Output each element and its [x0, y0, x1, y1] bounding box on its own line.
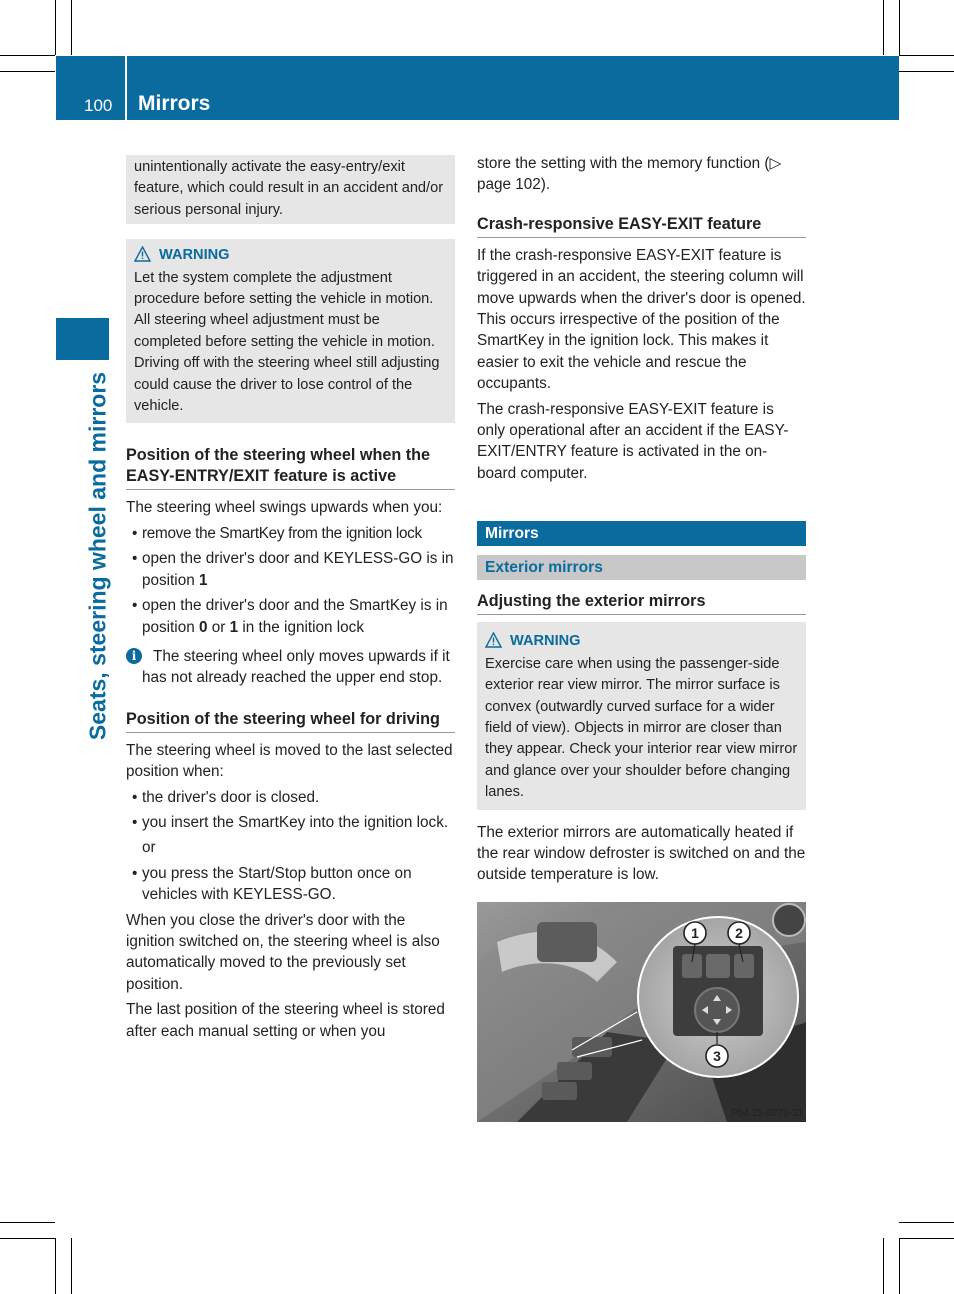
- page-header: [56, 56, 899, 120]
- warning-heading: [134, 245, 447, 266]
- crop-mark: [899, 55, 954, 56]
- bullet-item: • you press the Start/Stop button once on vehicles with KEYLESS-GO.: [132, 864, 412, 904]
- position-value: 1: [198, 571, 208, 589]
- callout-2: [728, 922, 750, 944]
- warning-label: WARNING: [159, 247, 230, 264]
- callout-3: [706, 1045, 728, 1067]
- warning-text: Exercise care when using the passenger-side exterior rear view mirror. The mirror surface is convex (outwardly curved surface for a wider field of view). Objects in mirror are closer than they appear. Check your interior rear view mirror and glance over your shoulder before changing lanes.: [485, 655, 798, 801]
- chapter-tab: [56, 318, 109, 360]
- paragraph: The steering wheel is moved to the last selected position when:: [126, 741, 453, 781]
- crop-mark: [899, 1222, 954, 1223]
- mirror-fold-button: [706, 954, 730, 978]
- callout-1-label: 1: [691, 925, 699, 941]
- crop-mark: [0, 1238, 55, 1239]
- section-bar: Mirrors: [477, 521, 806, 546]
- crop-mark: [883, 0, 884, 55]
- crop-mark: [899, 1238, 954, 1239]
- crop-mark: [71, 1238, 72, 1294]
- warning-box: [477, 622, 806, 809]
- paragraph: store the setting with the memory function (▷ page 102).: [477, 155, 782, 194]
- door-panel-illustration: [477, 902, 806, 1122]
- bullet-item: • the driver's door is closed.: [132, 788, 320, 806]
- crop-mark: [71, 0, 72, 55]
- callout-2-label: 2: [735, 925, 743, 941]
- page-title: Mirrors: [138, 92, 211, 115]
- crop-mark: [899, 71, 954, 72]
- bullet-item: • remove the SmartKey from the ignition lock: [132, 524, 422, 542]
- or-text: or: [142, 839, 156, 857]
- paragraph: When you close the driver's door with the ignition switched on, the steering wheel is also automatically moved to the previously set position.: [126, 911, 440, 993]
- info-note: [126, 646, 455, 689]
- seat-controls: [537, 922, 597, 962]
- bullet-item: • open the driver's door and the SmartKey is in position 0 or 1 in the ignition lock: [132, 597, 448, 636]
- header-divider: [125, 56, 127, 120]
- right-column: [477, 153, 806, 890]
- bullet-text: the driver's door is closed.: [142, 788, 320, 806]
- left-mirror-button: [682, 954, 702, 978]
- switch-block: [557, 1062, 592, 1080]
- continued-warning-box: [126, 155, 455, 224]
- crop-mark: [55, 1238, 56, 1294]
- chapter-label: Seats, steering wheel and mirrors: [84, 371, 111, 741]
- crop-mark: [0, 55, 55, 56]
- crop-mark: [55, 0, 56, 55]
- subsection-bar: Exterior mirrors: [477, 555, 806, 580]
- section-heading: Position of the steering wheel for driving: [126, 709, 455, 733]
- mirror-adjust-pad: [695, 988, 739, 1032]
- paragraph: The last position of the steering wheel is stored after each manual setting or when you: [126, 1001, 445, 1040]
- warning-text: Let the system complete the adjustment procedure before setting the vehicle in motion. All steering wheel adjustment must be completed before setting the vehicle in motion. Driving off with the steering wheel still adjusting could cause the driver to lose control of the vehicle.: [134, 269, 440, 415]
- crop-mark: [0, 71, 55, 72]
- section-heading: Crash-responsive EASY-EXIT feature: [477, 214, 806, 238]
- mirror-controls-photo: [477, 902, 806, 1122]
- warning-heading: [485, 631, 798, 652]
- callout-1: [684, 922, 706, 944]
- left-column: [126, 155, 455, 1046]
- paragraph: The exterior mirrors are automatically heated if the rear window defroster is switched on and the outside temperature is low.: [477, 823, 806, 884]
- section-heading: Adjusting the exterior mirrors: [477, 591, 806, 615]
- instrument-gauge: [773, 904, 805, 936]
- section-heading: Position of the steering wheel when the EASY-ENTRY/EXIT feature is active: [126, 445, 455, 490]
- warning-box: [126, 239, 455, 423]
- crop-mark: [0, 1222, 55, 1223]
- info-text: The steering wheel only moves upwards if it has not already reached the upper end stop.: [142, 647, 450, 687]
- switch-block: [542, 1082, 577, 1100]
- bullet-text: open the driver's door and KEYLESS-GO is in position: [142, 550, 454, 589]
- position-value: 0: [198, 618, 208, 636]
- warning-triangle-icon: [134, 246, 151, 262]
- bullet-text: open the driver's door and the SmartKey is in position: [142, 597, 448, 636]
- paragraph: The crash-responsive EASY-EXIT feature is only operational after an accident if the EASY-EXIT/ENTRY feature is activated in the on-board computer.: [477, 400, 789, 482]
- warning-triangle-icon: [485, 632, 502, 648]
- bullet-item: • you insert the SmartKey into the ignition lock.: [132, 813, 449, 831]
- bullet-text: in the ignition lock: [238, 618, 364, 636]
- paragraph: The steering wheel swings upwards when you:: [126, 499, 443, 517]
- bullet-text: or: [207, 618, 230, 636]
- info-icon: i: [126, 648, 142, 664]
- continued-warning-text: unintentionally activate the easy-entry/exit feature, which could result in an accident and/or serious personal injury.: [134, 159, 444, 218]
- right-mirror-button: [734, 954, 754, 978]
- bullet-text: remove the SmartKey from the ignition lock: [142, 524, 422, 542]
- position-value: 1: [229, 618, 239, 636]
- warning-label: WARNING: [510, 633, 581, 650]
- bullet-text: you press the Start/Stop button once on vehicles with KEYLESS-GO.: [142, 864, 412, 904]
- bullet-item: • open the driver's door and KEYLESS-GO is in position 1: [132, 550, 454, 589]
- paragraph: If the crash-responsive EASY-EXIT feature is triggered in an accident, the steering column will move upwards when the driver's door is opened. This occurs irrespective of the position of the SmartKey in the ignition lock. This makes it easier to exit the vehicle and rescue the occupants.: [477, 246, 806, 393]
- callout-3-label: 3: [713, 1048, 721, 1064]
- crop-mark: [899, 1238, 900, 1294]
- page-number: 100: [84, 96, 113, 115]
- bullet-text: you insert the SmartKey into the ignition lock.: [142, 813, 449, 831]
- crop-mark: [883, 1238, 884, 1294]
- photo-reference-code: P54.25-8275-31: [731, 1108, 803, 1119]
- crop-mark: [899, 0, 900, 55]
